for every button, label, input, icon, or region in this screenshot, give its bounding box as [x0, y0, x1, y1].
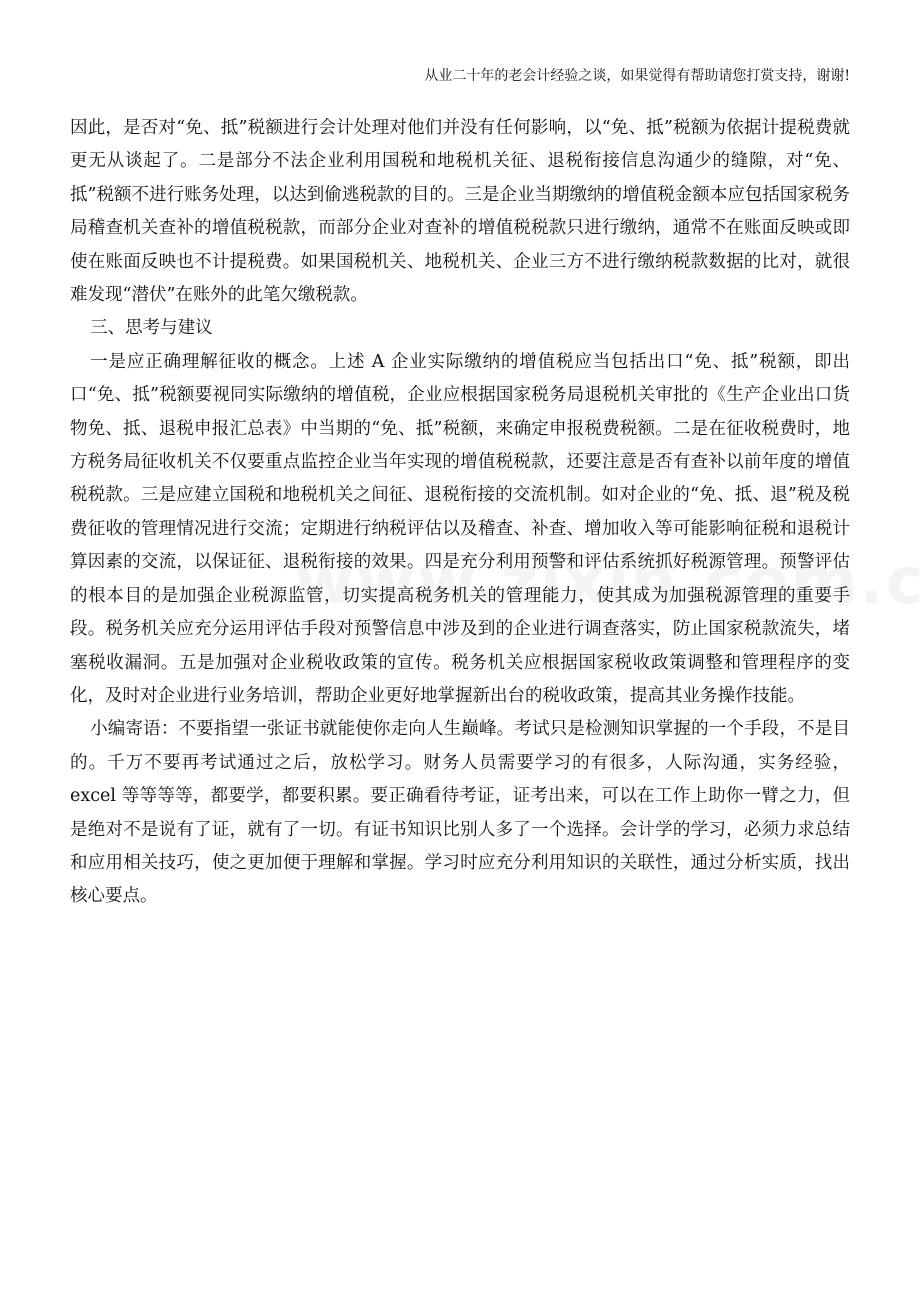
section-heading: 三、思考与建议	[90, 318, 213, 339]
paragraph-continuation: 因此，是否对“免、抵”税额进行会计处理对他们并没有任何影响，以“免、抵”税额为依据计提税费就更无从谈起了。二是部分不法企业利用国税和地税机关征、退税衔接信息沟通少的缝隙，对“免、抵”税额不进行账务处理，以达到偷逃税款的目的。三是企业当期缴纳的增值税金额本应包括国家税务局稽查机关查补的增值税税款，而部分企业对查补的增值税税款只进行缴纳，通常不在账面反映或即使在账面反映也不计提税费。如果国税机关、地税机关、企业三方不进行缴纳税款数据的比对，就很难发现“潜伏”在账外的此笔欠缴税款。	[70, 118, 850, 306]
article-body	[70, 112, 850, 914]
header-note: 从业二十年的老会计经验之谈，如果觉得有帮助请您打赏支持，谢谢!	[424, 68, 850, 84]
paragraph-editor-note: 小编寄语：不要指望一张证书就能使你走向人生巅峰。考试只是检测知识掌握的一个手段，不是目的。千万不要再考试通过之后，放松学习。财务人员需要学习的有很多，人际沟通，实务经验，excel 等等等等，都要学，都要积累。要正确看待考证，证考出来，可以在工作上助你一臂之力，但是绝对不是说有了证，就有了一切。有证书知识比别人多了一个选择。会计学的学习，必须力求总结和应用相关技巧，使之更加便于理解和掌握。学习时应充分利用知识的关联性，通过分析实质，找出核心要点。	[70, 719, 850, 907]
paragraph-suggestions: 一是应正确理解征收的概念。上述 A 企业实际缴纳的增值税应当包括出口“免、抵”税额，即出口“免、抵”税额要视同实际缴纳的增值税，企业应根据国家税务局退税机关审批的《生产企业出口货物免、抵、退税申报汇总表》中当期的“免、抵”税额，来确定申报税费税额。二是在征收税费时，地方税务局征收机关不仅要重点监控企业当年实现的增值税税款，还要注意是否有查补以前年度的增值税税款。三是应建立国税和地税机关之间征、退税衔接的交流机制。如对企业的“免、抵、退”税及税费征收的管理情况进行交流；定期进行纳税评估以及稽查、补查、增加收入等可能影响征税和退税计算因素的交流，以保证征、退税衔接的效果。四是充分利用预警和评估系统抓好税源管理。预警评估的根本目的是加强企业税源监管，切实提高税务机关的管理能力，使其成为加强税源管理的重要手段。税务机关应充分运用评估手段对预警信息中涉及到的企业进行调查落实，防止国家税款流失，堵塞税收漏洞。五是加强对企业税收政策的宣传。税务机关应根据国家税收政策调整和管理程序的变化，及时对企业进行业务培训，帮助企业更好地掌握新出台的税收政策，提高其业务操作技能。	[70, 351, 850, 706]
